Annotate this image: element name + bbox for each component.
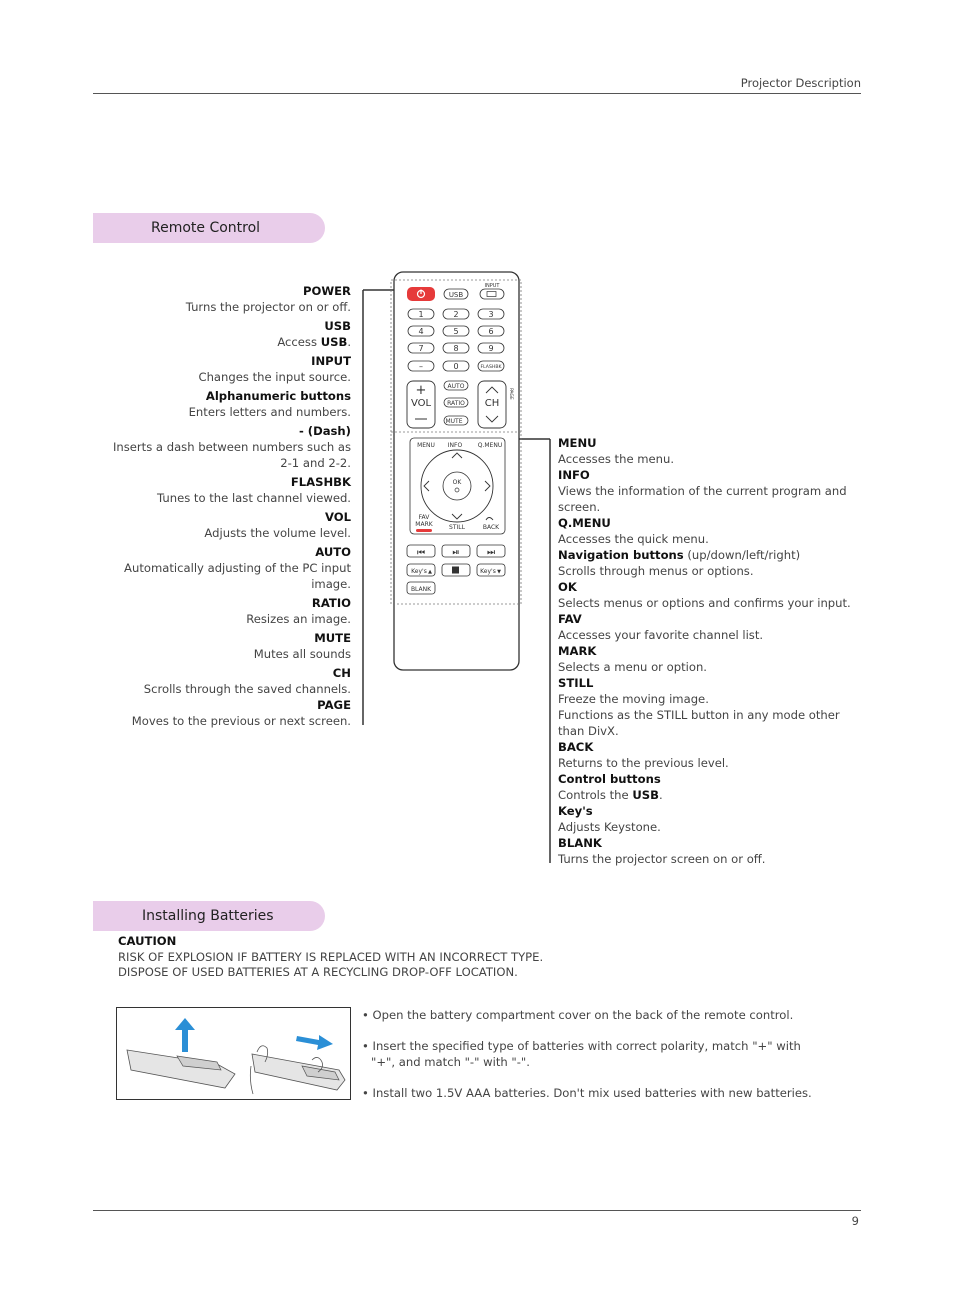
usb-button-label: USB — [448, 291, 464, 299]
vol-desc: Adjusts the volume level. — [204, 526, 351, 540]
ch-desc: Scrolls through the saved channels. — [143, 682, 351, 696]
ok-desc: Selects menus or options and confirms your input. — [558, 596, 851, 610]
keys-up-label: Key's — [411, 568, 427, 575]
ok-button — [443, 472, 471, 500]
power-title: POWER — [303, 284, 351, 298]
usb-desc — [100, 334, 351, 350]
blank-title: BLANK — [558, 836, 602, 850]
digit-button-label: 9 — [488, 344, 494, 353]
power-desc: Turns the projector on or off. — [185, 300, 351, 314]
blank-label: BLANK — [410, 586, 432, 593]
still-title: STILL — [558, 676, 594, 690]
usb-desc-suffix: . — [347, 335, 351, 349]
usb-desc-bold: USB — [320, 335, 348, 349]
keys-down-label: Key's — [480, 568, 496, 575]
caution-line-1: RISK OF EXPLOSION IF BATTERY IS REPLACED WITH AN INCORRECT TYPE. — [118, 949, 544, 964]
arrow-slide-icon — [296, 1035, 333, 1050]
keys-down-icon: ▼ — [497, 569, 501, 575]
battery-step-3: • Install two 1.5V AAA batteries. Don't mix used batteries with new batteries. — [362, 1086, 812, 1100]
control-buttons-desc — [558, 787, 858, 803]
battery-illustration-art — [117, 1008, 350, 1099]
input-button-label: INPUT — [484, 283, 500, 289]
flashbk-title: FLASHBK — [290, 475, 351, 489]
section-installing-batteries: Installing Batteries — [93, 901, 325, 931]
ratio-button-label: RATIO — [447, 400, 465, 407]
usb-title: USB — [324, 319, 351, 333]
prev-icon: ⏮ — [416, 548, 426, 558]
keys-up-icon: ▲ — [428, 569, 432, 575]
left-button-descriptions — [100, 283, 351, 732]
qmenu-title: Q.MENU — [558, 516, 611, 530]
caution-line-2: DISPOSE OF USED BATTERIES AT A RECYCLING DROP-OFF LOCATION. — [118, 965, 518, 979]
dash-title: - (Dash) — [298, 424, 351, 438]
ok-label: OK — [452, 479, 462, 486]
still-desc-2: Functions as the STILL button in any mode other than DivX. — [558, 708, 840, 738]
blank-desc: Turns the projector screen on or off. — [558, 852, 766, 866]
input-title: INPUT — [311, 354, 351, 368]
battery-step-2: • Insert the specified type of batteries with correct polarity, match "+" with "+", and match "-" with "-". — [362, 1039, 801, 1069]
fav-title: FAV — [558, 612, 582, 626]
header-rule — [93, 93, 861, 94]
auto-title: AUTO — [315, 545, 351, 559]
digit-button-label: 6 — [488, 327, 494, 336]
menu-label: MENU — [417, 442, 435, 449]
fav-label: FAV — [418, 514, 430, 521]
mute-button-label: MUTE — [445, 418, 463, 425]
mark-desc: Selects a menu or option. — [558, 660, 707, 674]
back-desc: Returns to the previous level. — [558, 756, 729, 770]
navigation-desc: Scrolls through menus or options. — [558, 564, 754, 578]
page-side-label: PAGE — [508, 388, 513, 400]
header-section-title: Projector Description — [740, 76, 861, 90]
keys-title: Key's — [558, 804, 593, 818]
info-label: INFO — [447, 442, 463, 449]
footer-rule — [93, 1210, 861, 1211]
info-desc: Views the information of the current program and screen. — [558, 484, 847, 514]
ratio-title: RATIO — [311, 596, 351, 610]
ratio-desc: Resizes an image. — [246, 612, 351, 626]
page-title: PAGE — [317, 698, 351, 712]
vol-label: VOL — [410, 398, 432, 409]
fav-desc: Accesses your favorite channel list. — [558, 628, 764, 642]
navigation-title-suffix: (up/down/left/right) — [683, 548, 801, 562]
section-remote-control: Remote Control — [93, 213, 325, 243]
vol-plus-icon: + — [415, 383, 427, 398]
flashbk-desc: Tunes to the last channel viewed. — [157, 491, 351, 505]
right-button-descriptions — [558, 435, 858, 867]
digit-button-label: 7 — [418, 344, 424, 353]
alphanumeric-title: Alphanumeric buttons — [205, 389, 351, 403]
ok-title: OK — [558, 580, 577, 594]
page-number: 9 — [851, 1214, 859, 1228]
flashbk-button-label: FLASHBK — [480, 365, 502, 370]
digit-button-label: 8 — [453, 344, 459, 353]
input-button — [480, 289, 504, 299]
battery-steps — [362, 1007, 832, 1116]
battery-step-1: • Open the battery compartment cover on the back of the remote control. — [362, 1008, 794, 1022]
menu-title: MENU — [558, 436, 597, 450]
mark-label: MARK — [415, 521, 433, 528]
qmenu-desc: Accesses the quick menu. — [558, 532, 709, 546]
auto-desc: Automatically adjusting of the PC input image. — [124, 561, 351, 591]
ch-title: CH — [332, 666, 351, 680]
back-label: BACK — [482, 524, 500, 531]
info-title: INFO — [558, 468, 590, 482]
battery-illustration — [116, 1007, 351, 1100]
mute-title: MUTE — [314, 631, 351, 645]
next-icon: ⏭ — [486, 548, 496, 558]
digit-button-label: 5 — [453, 327, 459, 336]
mute-desc: Mutes all sounds — [253, 647, 351, 661]
input-desc: Changes the input source. — [198, 370, 351, 384]
dash-desc: Inserts a dash between numbers such as 2-1 and 2-2. — [112, 440, 351, 470]
caution-title: CAUTION — [118, 934, 177, 948]
digit-button-label: 3 — [488, 310, 494, 319]
caution-block — [118, 934, 543, 981]
menu-desc: Accesses the menu. — [558, 452, 675, 466]
digit-button-label: 4 — [418, 327, 424, 336]
alphanumeric-desc: Enters letters and numbers. — [188, 405, 351, 419]
page-desc: Moves to the previous or next screen. — [131, 714, 351, 728]
keys-desc: Adjusts Keystone. — [558, 820, 661, 834]
auto-button-label: AUTO — [447, 383, 465, 390]
still-desc: Freeze the moving image. — [558, 692, 709, 706]
qmenu-label: Q.MENU — [477, 442, 503, 449]
control-buttons-title: Control buttons — [558, 772, 661, 786]
digit-button-label: 0 — [453, 362, 459, 371]
digit-button-label: – — [419, 362, 423, 371]
control-desc-bold: USB — [632, 788, 659, 802]
control-desc-prefix: Controls the — [558, 788, 633, 802]
digit-button-label: 2 — [453, 310, 459, 319]
stop-icon — [452, 567, 459, 574]
arrow-up-icon — [175, 1018, 195, 1052]
digit-button-label: 1 — [418, 310, 424, 319]
remote-control-illustration — [360, 268, 530, 678]
back-title: BACK — [558, 740, 594, 754]
play-pause-icon: ⏯ — [452, 548, 460, 558]
usb-desc-prefix: Access — [277, 335, 321, 349]
navigation-title: Navigation buttons — [558, 548, 684, 562]
mark-title: MARK — [558, 644, 597, 658]
control-desc-suffix: . — [658, 788, 663, 802]
ch-label: CH — [484, 398, 500, 409]
mark-indicator — [416, 529, 432, 532]
still-label: STILL — [449, 524, 465, 531]
vol-title: VOL — [324, 510, 351, 524]
